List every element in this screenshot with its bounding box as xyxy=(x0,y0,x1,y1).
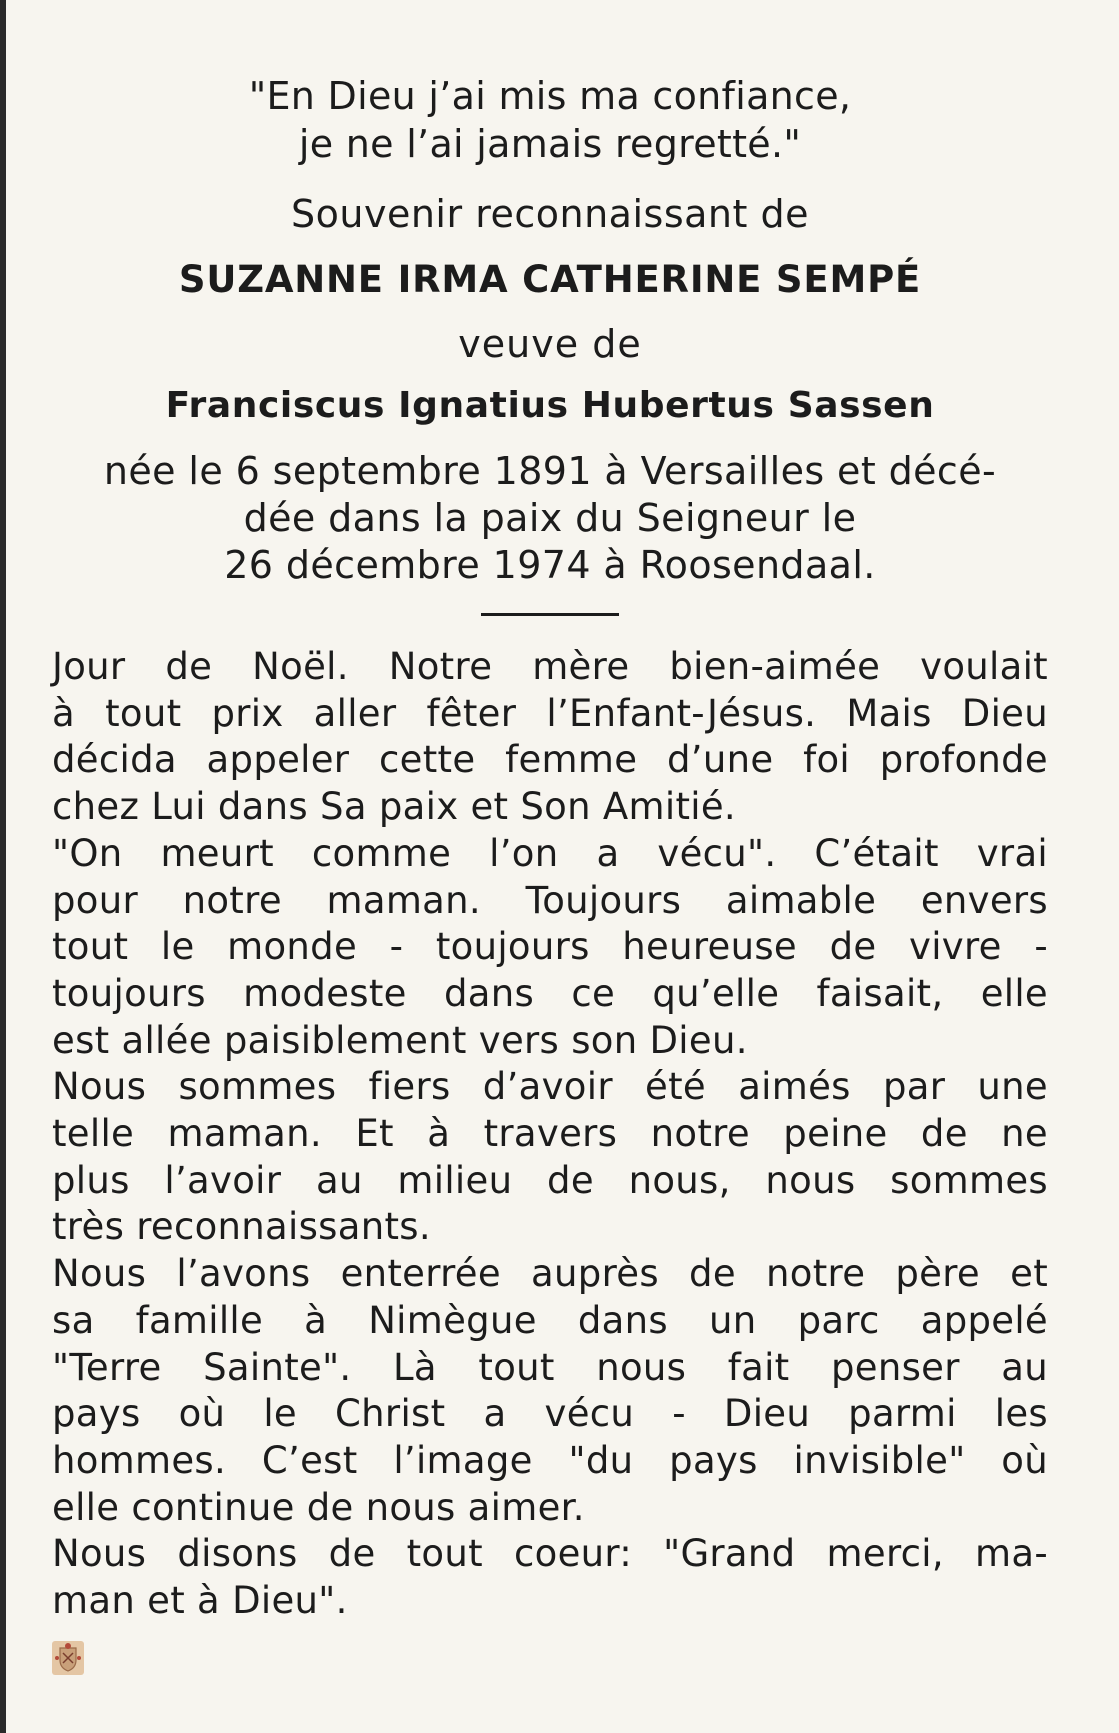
text-line: Nous l’avons enterrée auprès de notre père et xyxy=(52,1252,1048,1296)
text-line: Nous sommes fiers d’avoir été aimés par une xyxy=(52,1065,1048,1109)
quote-line-2: je ne l’ai jamais regretté." xyxy=(298,122,802,166)
text-line: à tout prix aller fêter l’Enfant-Jésus. Mais Dieu xyxy=(52,691,1048,735)
text-line: décida appeler cette femme d’une foi profonde xyxy=(52,738,1048,782)
text-line: plus l’avoir au milieu de nous, nous sommes xyxy=(52,1158,1048,1202)
paragraph-1 xyxy=(52,644,1048,831)
text-line: chez Lui dans Sa paix et Son Amitié. xyxy=(52,785,736,829)
text-line: man et à Dieu". xyxy=(52,1579,348,1623)
dates-line-1: née le 6 septembre 1891 à Versailles et décé- xyxy=(103,449,997,493)
text-line: hommes. C’est l’image "du pays invisible" où xyxy=(52,1438,1048,1482)
paragraph-5 xyxy=(52,1531,1048,1624)
opening-quote xyxy=(52,72,1048,168)
souvenir-heading: Souvenir reconnaissant de xyxy=(291,192,809,236)
paragraph-4 xyxy=(52,1251,1048,1531)
text-line: est allée paisiblement vers son Dieu. xyxy=(52,1018,748,1062)
text-line: toujours modeste dans ce qu’elle faisait, elle xyxy=(52,971,1048,1015)
text-line: pays où le Christ a vécu - Dieu parmi les xyxy=(52,1392,1048,1436)
widow-of-label: veuve de xyxy=(458,322,642,366)
text-line: Jour de Noël. Notre mère bien-aimée voulait xyxy=(52,645,1048,688)
text-line: très reconnaissants. xyxy=(52,1205,431,1249)
quote-line-1: "En Dieu j’ai mis ma confiance, xyxy=(248,74,852,118)
paragraph-2 xyxy=(52,831,1048,1065)
text-line: sa famille à Nimègue dans un parc appelé xyxy=(52,1298,1048,1342)
dates-line-2: dée dans la paix du Seigneur le xyxy=(243,496,857,540)
memorial-card xyxy=(6,0,1119,1733)
text-line: Nous disons de tout coeur: "Grand merci, ma- xyxy=(52,1532,1048,1576)
text-line: "Terre Sainte". Là tout nous fait penser au xyxy=(52,1345,1048,1389)
section-divider xyxy=(481,613,619,616)
text-line: pour notre maman. Toujours aimable envers xyxy=(52,878,1048,922)
husband-name: Franciscus Ignatius Hubertus Sassen xyxy=(165,385,935,426)
coat-of-arms-stamp-icon xyxy=(48,1638,88,1678)
text-line: elle continue de nous aimer. xyxy=(52,1485,585,1529)
text-line: telle maman. Et à travers notre peine de ne xyxy=(52,1112,1048,1156)
paragraph-3 xyxy=(52,1064,1048,1251)
card-content xyxy=(52,72,1048,1625)
eulogy-text xyxy=(52,644,1048,1625)
deceased-name: SUZANNE IRMA CATHERINE SEMPÉ xyxy=(178,258,922,301)
text-line: tout le monde - toujours heureuse de vivre - xyxy=(52,925,1048,969)
birth-death-dates xyxy=(52,448,1048,589)
dates-line-3: 26 décembre 1974 à Roosendaal. xyxy=(224,543,876,587)
text-line: "On meurt comme l’on a vécu". C’était vrai xyxy=(52,831,1048,875)
